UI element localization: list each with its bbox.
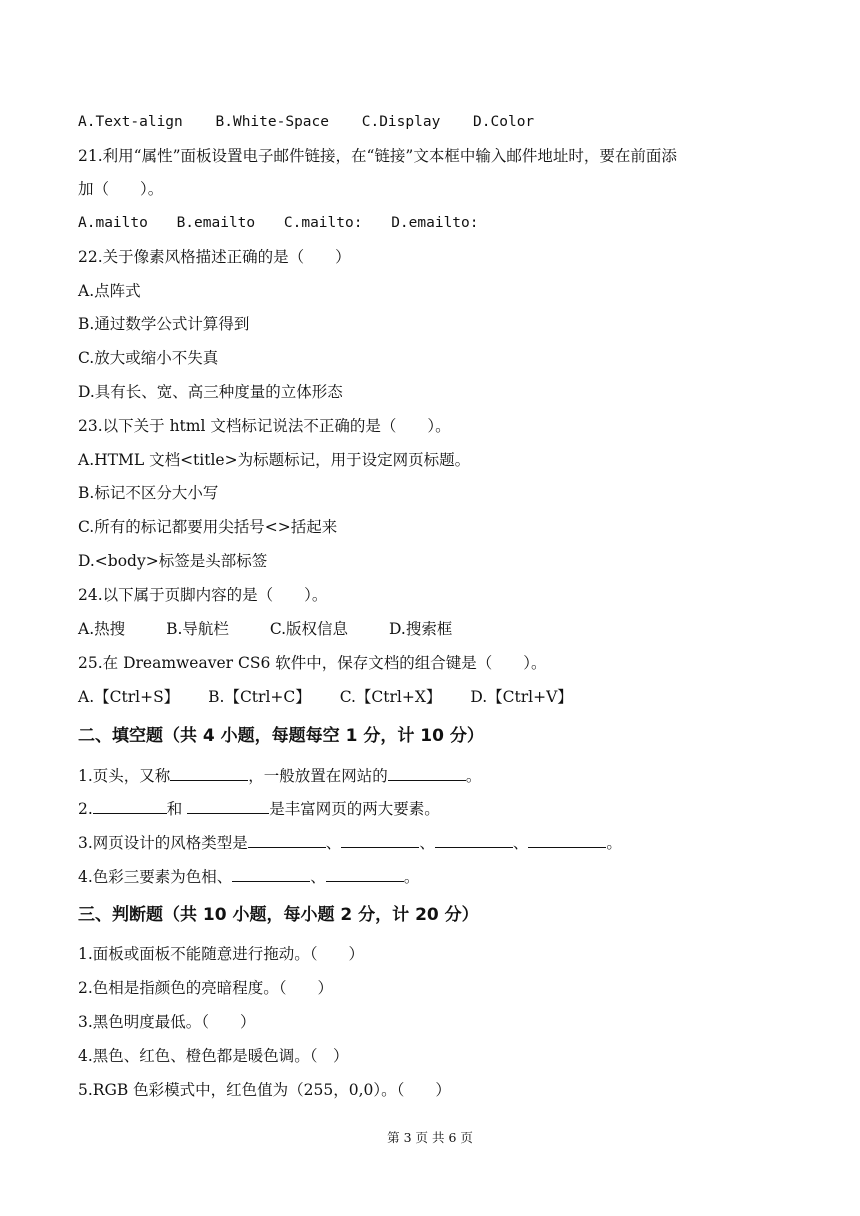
q21-options	[78, 212, 800, 234]
q25-option-b: B.【Ctrl+C】	[208, 688, 311, 706]
fill-q1	[78, 764, 800, 787]
q22-option-c: C.放大或缩小不失真	[78, 349, 219, 367]
section2-title: 二、填空题（共 4 小题，每题每空 1 分，计 10 分）	[78, 726, 484, 746]
q23-option-c: C.所有的标记都要用尖括号<>括起来	[78, 518, 338, 536]
q24-option-b: B.导航栏	[166, 620, 229, 638]
fill-q1-blank-2[interactable]	[388, 764, 466, 781]
fill-q1-blank-1[interactable]	[170, 764, 248, 781]
q21-option-a: A.mailto	[78, 215, 148, 231]
q25-option-a: A.【Ctrl+S】	[78, 688, 180, 706]
q24-stem: 24.以下属于页脚内容的是（ ）。	[78, 586, 328, 604]
q20-option-a: A.Text-align	[78, 114, 183, 130]
q21-stem-line1: 21.利用“属性”面板设置电子邮件链接，在“链接”文本框中输入邮件地址时，要在前面添	[78, 147, 677, 165]
q20-option-b: B.White-Space	[215, 114, 329, 130]
q20-options	[78, 111, 800, 133]
q21-stem-line2: 加（ ）。	[78, 180, 164, 198]
fill-q3-blank-3[interactable]	[435, 831, 513, 848]
fill-q2	[78, 797, 800, 820]
q23-option-d: D.<body>标签是头部标签	[78, 552, 268, 570]
q23-stem: 23.以下关于 html 文档标记说法不正确的是（ ）。	[78, 417, 451, 435]
fill-q3	[78, 831, 800, 854]
fill-q3-blank-4[interactable]	[528, 831, 606, 848]
q24-option-a: A.热搜	[78, 620, 126, 638]
fill-q1-text-a: 1.页头，又称	[78, 767, 171, 785]
fill-q4-sep: 、	[310, 868, 326, 886]
judge-item-3: 3.黑色明度最低。（ ）	[78, 1013, 256, 1031]
q23-option-a: A.HTML 文档<title>为标题标记，用于设定网页标题。	[78, 451, 471, 469]
q23-option-b: B.标记不区分大小写	[78, 484, 219, 502]
q25-stem: 25.在 Dreamweaver CS6 软件中，保存文档的组合键是（ ）。	[78, 654, 547, 672]
page-footer: 第 3 页 共 6 页	[387, 1130, 473, 1145]
fill-q4-blank-2[interactable]	[326, 865, 404, 882]
fill-q3-sep-3: 、	[512, 834, 529, 852]
q24-options	[78, 618, 800, 640]
q22-option-a: A.点阵式	[78, 282, 141, 300]
q22-option-b: B.通过数学公式计算得到	[78, 315, 250, 333]
fill-q3-text-a: 3.网页设计的风格类型是	[78, 834, 248, 852]
fill-q2-text-c: 是丰富网页的两大要素。	[269, 800, 440, 818]
fill-q3-end: 。	[606, 834, 622, 852]
fill-q1-text-b: ，一般放置在网站的	[248, 767, 388, 785]
q25-option-c: C.【Ctrl+X】	[339, 688, 442, 706]
q22-stem: 22.关于像素风格描述正确的是（ ）	[78, 248, 351, 266]
fill-q1-text-c: 。	[465, 767, 482, 785]
fill-q3-blank-2[interactable]	[341, 831, 419, 848]
section3-title: 三、判断题（共 10 小题，每小题 2 分，计 20 分）	[78, 905, 479, 925]
judge-item-1: 1.面板或面板不能随意进行拖动。（ ）	[78, 945, 365, 963]
fill-q4	[78, 865, 800, 888]
q21-option-b: B.emailto	[176, 215, 256, 231]
judge-item-2: 2.色相是指颜色的亮暗程度。（ ）	[78, 979, 334, 997]
q22-option-d: D.具有长、宽、高三种度量的立体形态	[78, 383, 343, 401]
judge-item-5: 5.RGB 色彩模式中，红色值为（255，0,0）。（ ）	[78, 1081, 451, 1099]
fill-q4-blank-1[interactable]	[232, 865, 310, 882]
q24-option-d: D.搜索框	[389, 620, 453, 638]
q24-option-c: C.版权信息	[269, 620, 349, 638]
fill-q2-text-b: 和	[166, 800, 188, 818]
fill-q4-end: 。	[403, 868, 420, 886]
q20-option-d: D.Color	[473, 114, 535, 130]
fill-q3-sep-1: 、	[325, 834, 342, 852]
fill-q2-blank-1[interactable]	[93, 797, 167, 814]
fill-q3-sep-2: 、	[419, 834, 435, 852]
fill-q2-text-a: 2.	[78, 800, 93, 818]
q21-option-d: D.emailto:	[391, 215, 479, 231]
q20-option-c: C.Display	[361, 114, 441, 130]
fill-q3-blank-1[interactable]	[248, 831, 326, 848]
q25-option-d: D.【Ctrl+V】	[470, 688, 573, 706]
fill-q4-text-a: 4.色彩三要素为色相、	[78, 868, 233, 886]
q21-option-c: C.mailto:	[283, 215, 363, 231]
judge-item-4: 4.黑色、红色、橙色都是暖色调。（ ）	[78, 1047, 349, 1065]
fill-q2-blank-2[interactable]	[187, 797, 269, 814]
q25-options	[78, 686, 800, 708]
